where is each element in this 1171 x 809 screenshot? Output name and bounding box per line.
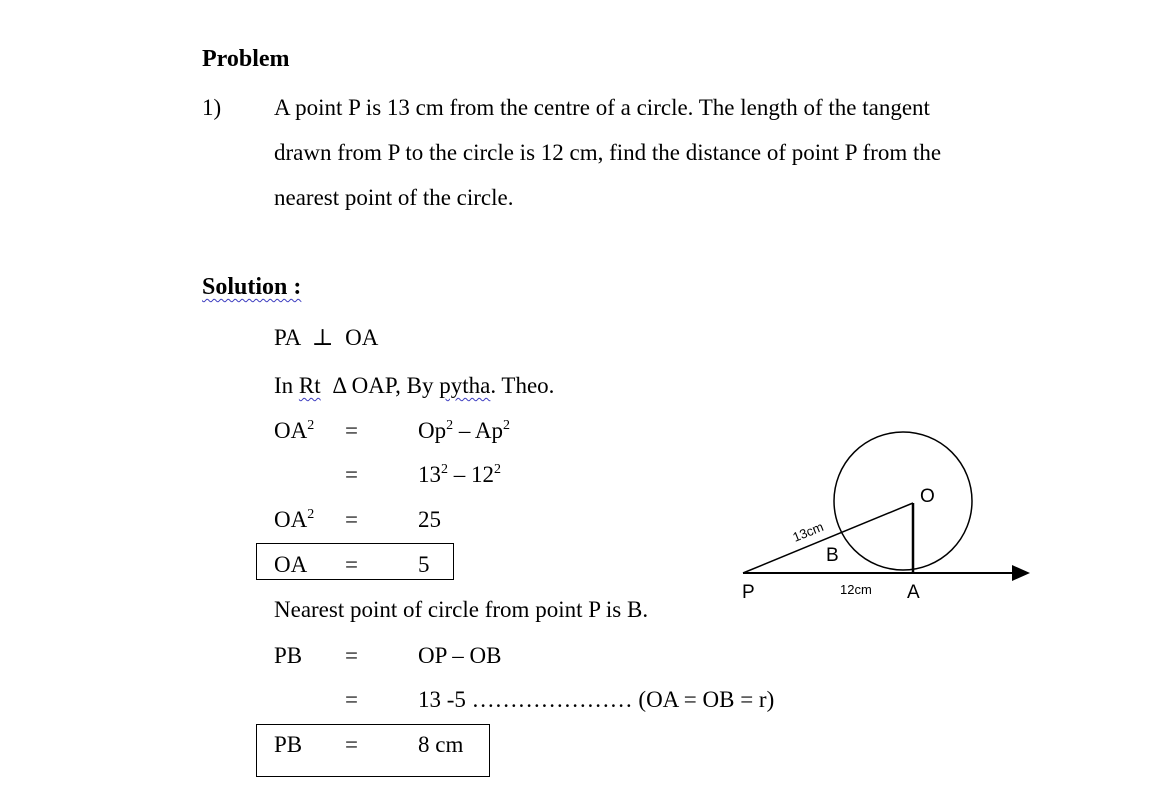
label-a: A bbox=[907, 582, 920, 603]
tangent-arrowhead bbox=[1012, 565, 1030, 581]
problem-heading: Problem bbox=[202, 46, 290, 72]
label-p: P bbox=[742, 582, 755, 603]
step3-lhs: $OA^2$ bbox=[274, 507, 315, 532]
intro-pytha: pytha bbox=[439, 373, 491, 398]
pb-step3-eq: = bbox=[345, 732, 358, 757]
problem-line-2: drawn from P to the circle is 12 cm, find the distance of point P from the bbox=[274, 140, 942, 165]
step4-lhs: OA bbox=[274, 552, 308, 577]
intro-suffix: . Theo. bbox=[490, 373, 555, 398]
step4-rhs: 5 bbox=[418, 552, 430, 577]
intro-prefix: In bbox=[274, 373, 294, 398]
pb-step1-lhs: PB bbox=[274, 643, 303, 668]
nearest-statement: Nearest point of circle from point P is B. bbox=[274, 597, 649, 622]
pb-step3-lhs: PB bbox=[274, 732, 303, 757]
step2-rhs: $13^2 - 12^2$ bbox=[418, 462, 501, 487]
perp-left: PA bbox=[274, 325, 301, 350]
pb-step1-rhs: OP – OB bbox=[418, 643, 502, 668]
problem-line-1: A point P is 13 cm from the centre of a circle. The length of the tangent bbox=[274, 95, 930, 120]
perp-right: OA bbox=[345, 325, 379, 350]
pb-step3-rhs: 8 cm bbox=[418, 732, 464, 757]
intro-rt: Rt bbox=[298, 373, 321, 398]
pb-step2-eq: = bbox=[345, 687, 358, 712]
step3-rhs: 25 bbox=[418, 507, 441, 532]
circle bbox=[834, 432, 972, 570]
step1-eq: = bbox=[345, 418, 358, 443]
solution-heading: Solution : bbox=[202, 274, 302, 300]
step1-lhs: $OA^2$ bbox=[274, 418, 315, 443]
pb-step2-rhs: 13 -5 ………………… (OA = OB = r) bbox=[418, 687, 775, 712]
step4-eq: = bbox=[345, 552, 358, 577]
problem-line-3: nearest point of the circle. bbox=[274, 185, 514, 210]
label-12cm: 12cm bbox=[840, 582, 872, 597]
label-13cm: 13cm bbox=[790, 518, 826, 545]
step3-eq: = bbox=[345, 507, 358, 532]
step2-eq: = bbox=[345, 462, 358, 487]
label-o: O bbox=[920, 486, 935, 507]
label-b: B bbox=[826, 545, 839, 566]
problem-number: 1) bbox=[202, 95, 222, 120]
perp-symbol: ⊥ bbox=[311, 325, 334, 350]
pb-step1-eq: = bbox=[345, 643, 358, 668]
step1-rhs: Op$^2$ – Ap$^2$ bbox=[418, 418, 510, 443]
intro-triangle: Δ OAP, By bbox=[332, 373, 434, 398]
